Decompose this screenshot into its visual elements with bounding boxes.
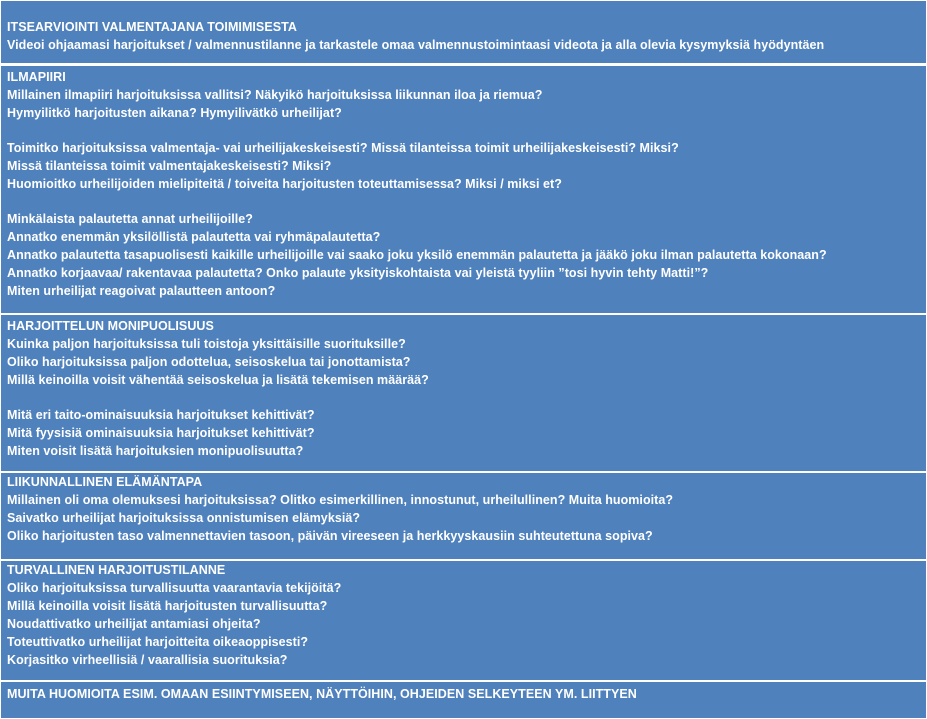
question: Annatko palautetta tasapuolisesti kaikille urheilijoille vai saako joku yksilö enemmän palautetta ja jääkö joku ilman palautetta kokonaan?	[7, 248, 827, 262]
question: Mitä eri taito-ominaisuuksia harjoitukset kehittivät?	[7, 408, 315, 422]
question: Miten urheilijat reagoivat palautteen antoon?	[7, 284, 276, 298]
question: Minkälaista palautetta annat urheilijoille?	[7, 212, 253, 226]
question: Missä tilanteissa toimit valmentajakeskeisesti? Miksi?	[7, 159, 332, 173]
question: Annatko korjaavaa/ rakentavaa palautetta? Onko palaute yksityiskohtaista vai yleistä tyyliin ”tosi hyvin tehty Matti!”?	[7, 266, 709, 280]
question: Toimitko harjoituksissa valmentaja- vai urheilijakeskeisesti? Missä tilanteissa toimit urheilijakeskeisesti? Miksi?	[7, 141, 679, 155]
monipuolisuus-section	[1, 315, 926, 471]
ilmapiiri-section	[1, 66, 926, 313]
question: Millä keinoilla voisit lisätä harjoitusten turvallisuutta?	[7, 599, 328, 613]
question: Annatko enemmän yksilöllistä palautetta vai ryhmäpalautetta?	[7, 230, 381, 244]
question: Oliko harjoituksissa turvallisuutta vaarantavia tekijöitä?	[7, 581, 342, 595]
section-title: MUITA HUOMIOITA ESIM. OMAAN ESIINTYMISEEN, NÄYTTÖIHIN, OHJEIDEN SELKEYTEEN YM. LIITTYEN	[7, 687, 637, 701]
question: Millainen ilmapiiri harjoituksissa vallitsi? Näkyikö harjoituksissa liikunnan iloa ja riemua?	[7, 88, 543, 102]
question: Mitä fyysisiä ominaisuuksia harjoitukset kehittivät?	[7, 426, 315, 440]
question: Millä keinoilla voisit vähentää seisoskelua ja lisätä tekemisen määrää?	[7, 373, 429, 387]
section-title: LIIKUNNALLINEN ELÄMÄNTAPA	[7, 475, 203, 489]
question: Saivatko urheilijat harjoituksissa onnistumisen elämyksiä?	[7, 511, 361, 525]
section-title: HARJOITTELUN MONIPUOLISUUS	[7, 319, 214, 333]
intro-title: ITSEARVIOINTI VALMENTAJANA TOIMIMISESTA	[7, 20, 297, 34]
question: Oliko harjoituksissa paljon odottelua, seisoskelua tai jonottamista?	[7, 355, 411, 369]
question: Millainen oli oma olemuksesi harjoituksissa? Olitko esimerkillinen, innostunut, urheilullinen? Muita huomioita?	[7, 493, 674, 507]
question: Kuinka paljon harjoituksissa tuli toistoja yksittäisille suorituksille?	[7, 337, 406, 351]
intro-section	[1, 1, 926, 63]
question: Oliko harjoitusten taso valmennettavien tasoon, päivän vireeseen ja herkkyyskausiin suhteutettuna sopiva?	[7, 529, 653, 543]
question: Miten voisit lisätä harjoituksien monipuolisuutta?	[7, 444, 304, 458]
question: Toteuttivatko urheilijat harjoitteita oikeaoppisesti?	[7, 635, 309, 649]
question: Hymyilitkö harjoitusten aikana? Hymyilivätkö urheilijat?	[7, 106, 342, 120]
turvallinen-section	[1, 561, 926, 680]
elamantapa-section	[1, 473, 926, 559]
section-title: ILMAPIIRI	[7, 70, 66, 84]
question: Korjasitko virheellisiä / vaarallisia suorituksia?	[7, 653, 288, 667]
muita-section	[1, 682, 926, 718]
section-title: TURVALLINEN HARJOITUSTILANNE	[7, 563, 226, 577]
intro-text: Videoi ohjaamasi harjoitukset / valmennustilanne ja tarkastele omaa valmennustoimintaasi videota ja alla olevia kysymyksiä hyödyntäen	[7, 38, 825, 52]
question: Noudattivatko urheilijat antamiasi ohjeita?	[7, 617, 261, 631]
question: Huomioitko urheilijoiden mielipiteitä / toiveita harjoitusten toteuttamisessa? Miksi / miksi et?	[7, 177, 562, 191]
